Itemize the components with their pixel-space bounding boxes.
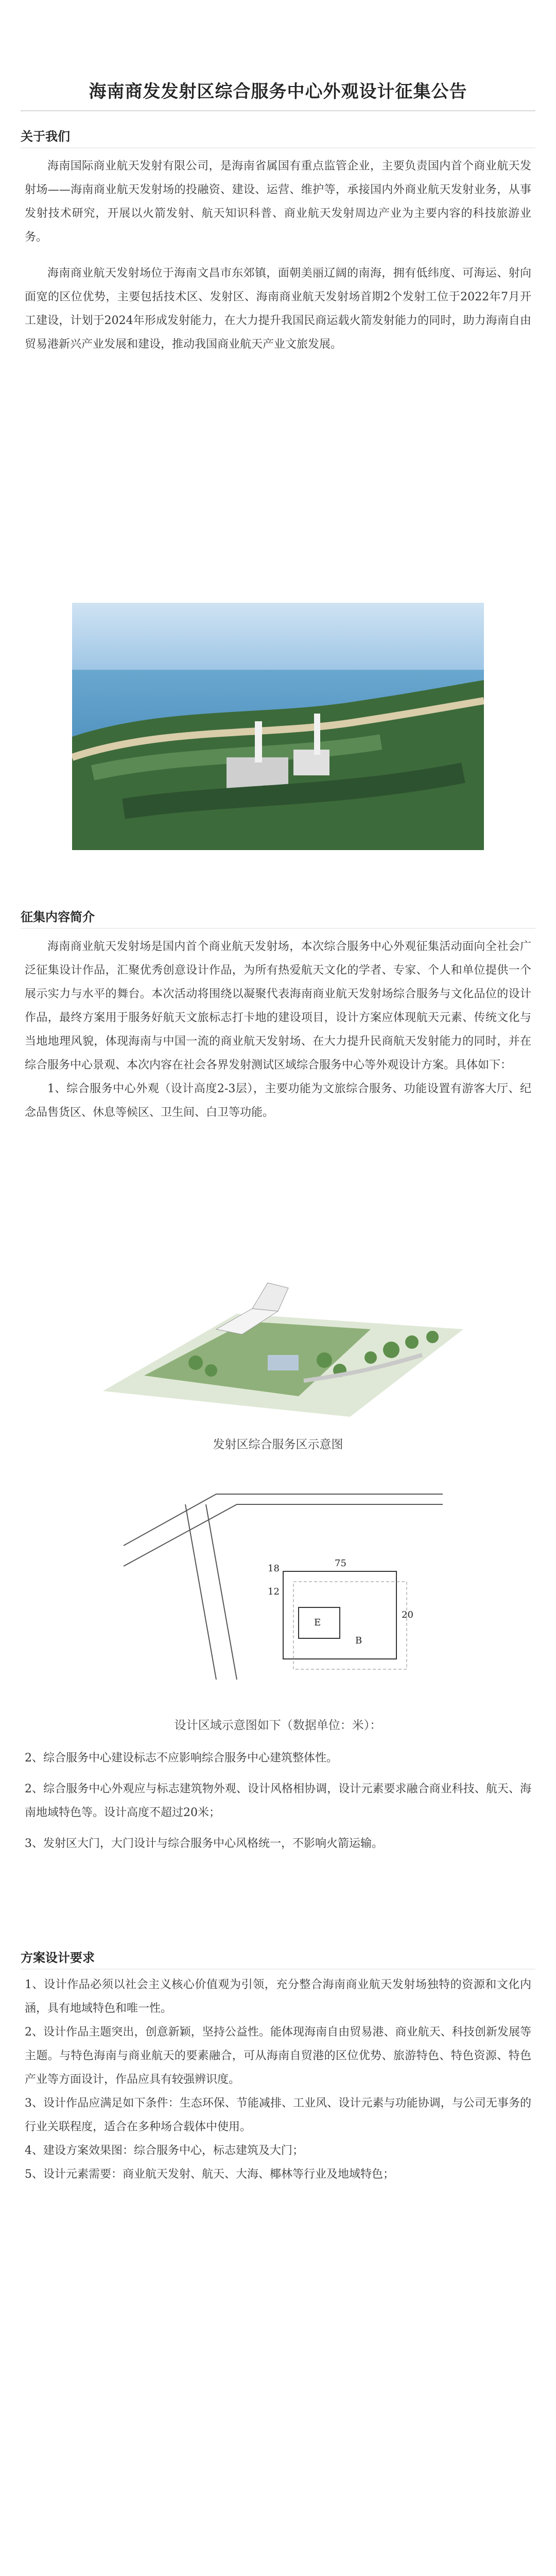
about-text — [25, 155, 531, 357]
content-note: 2、综合服务中心建设标志不应影响综合服务中心建筑整体性。 — [25, 1752, 338, 1765]
section-heading-about: 关于我们 — [21, 126, 535, 148]
requirement-item: 2、设计作品主题突出，创意新颖，坚持公益性。能体现海南自由贸易港、商业航天、科技创新发展等主题。与特色海南与商业航天的要素融合，可从海南自贸港的区位优势、旅游特色、特色资源、特色产业等方面设计，作品应具有较强辨识度。 — [25, 2026, 531, 2086]
requirement-item: 1、设计作品必须以社会主义核心价值观为引领，充分整合海南商业航天发射场独特的资源和文化内涵，具有地域特色和唯一性。 — [25, 1978, 531, 2015]
about-paragraph: 海南商业航天发射场位于海南文昌市东郊镇，面朝美丽辽阔的南海，拥有低纬度、可海运、射向面宽的区位优势，主要包括技术区、发射区、海南商业航天发射场首期2个发射工位于2022年7月开工建设，计划于2024年形成发射能力，在大力提升我国民商运载火箭发射能力的同时，助力海南自由贸易港新兴产业发展和建设，推动我国商业航天产业文旅发展。 — [25, 267, 531, 351]
site-plan-illustration — [113, 1473, 453, 1690]
service-center-rendering — [82, 1252, 474, 1422]
site-plan-dimension: 18 — [268, 1563, 280, 1574]
content-note: 2、综合服务中心外观应与标志建筑物外观、设计风格相协调，设计元素要求融合商业科技、航天、海南地域特色等。设计高度不超过20米； — [25, 1783, 531, 1819]
site-plan-label: B — [355, 1635, 362, 1646]
rendering-illustration — [82, 1252, 474, 1422]
site-plan-dimension: 75 — [335, 1558, 346, 1569]
page-title: 海南商发发射区综合服务中心外观设计征集公告 — [89, 81, 467, 102]
requirement-item: 5、设计元素需要：商业航天发射、航天、大海、椰林等行业及地域特色； — [25, 2168, 394, 2181]
section-heading-content: 征集内容简介 — [21, 907, 535, 929]
section-heading-requirements: 方案设计要求 — [21, 1947, 535, 1970]
requirements-list — [25, 1973, 531, 2187]
site-plan-diagram — [113, 1473, 453, 1690]
figure-caption-site-plan: 设计区域示意图如下（数据单位：米）： — [174, 1719, 382, 1732]
content-note: 3、发射区大门，大门设计与综合服务中心风格统一，不影响火箭运输。 — [25, 1837, 383, 1850]
requirement-item: 4、建设方案效果图：综合服务中心，标志建筑及大门； — [25, 2144, 304, 2157]
about-paragraph: 海南国际商业航天发射有限公司，是海南省属国有重点监管企业，主要负责国内首个商业航天发射场——海南商业航天发射场的投融资、建设、运营、维护等，承接国内外商业航天发射业务，从事发射技术研究，开展以火箭发射、航天知识科普、商业航天发射周边产业为主要内容的科技旅游业务。 — [25, 160, 531, 244]
content-notes — [25, 1747, 531, 1856]
content-text — [25, 935, 531, 1125]
requirement-item: 3、设计作品应满足如下条件：生态环保、节能减排、工业风、设计元素与功能协调，与公司无事务的行业关联程度，适合在多种场合载体中使用。 — [25, 2097, 531, 2133]
content-paragraph: 海南商业航天发射场是国内首个商业航天发射场，本次综合服务中心外观征集活动面向全社会广泛征集设计作品，汇聚优秀创意设计作品，为所有热爱航天文化的学者、专家、个人和单位提供一个展示实力与水平的舞台。本次活动将围绕以凝聚代表海南商业航天发射场综合服务与文化品位的设计作品，最终方案用于服务好航天文旅标志打卡地的建设项目，设计方案应体现航天元素、传统文化与当地地理风貌，体现海南与中国一流的商业航天发射场、在大力提升民商航天发射能力的同时，并在综合服务中心景观、本次内容在社会各界发射测试区域综合服务中心等外观设计方案。具体如下： — [25, 940, 531, 1072]
content-paragraph: 1、综合服务中心外观（设计高度2-3层），主要功能为文旅综合服务、功能设置有游客大厅、纪念品售货区、休息等候区、卫生间、白卫等功能。 — [25, 1082, 531, 1119]
figure-caption-rendering: 发射区综合服务区示意图 — [213, 1438, 343, 1451]
site-plan-label: E — [314, 1617, 321, 1628]
aerial-photo-illustration — [72, 603, 484, 850]
site-plan-dimension: 20 — [402, 1609, 413, 1620]
launch-site-aerial-photo — [72, 603, 484, 850]
title-divider — [21, 110, 535, 111]
site-plan-dimension: 12 — [268, 1586, 280, 1597]
